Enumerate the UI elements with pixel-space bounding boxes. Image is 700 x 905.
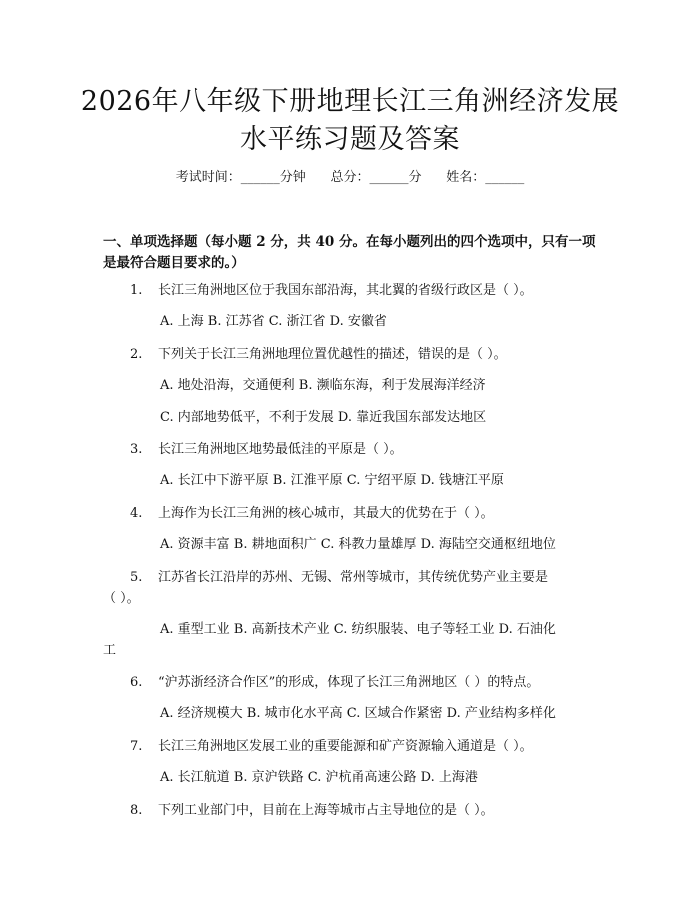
question-number: 2.	[130, 347, 143, 362]
question-stem: “沪苏浙经济合作区”的形成，体现了长江三角洲地区（ ）的特点。	[158, 675, 540, 690]
question-stem: 上海作为长江三角洲的核心城市，其最大的优势在于（ ）。	[158, 506, 494, 521]
question-4-options: A. 资源丰富 B. 耕地面积广 C. 科教力量雄厚 D. 海陆空交通枢纽地位	[160, 537, 556, 552]
page-title-line-2: 水平练习题及答案	[240, 124, 460, 155]
question-stem: 长江三角洲地区发展工业的重要能源和矿产资源输入通道是（ ）。	[158, 739, 533, 754]
question-6	[130, 673, 539, 693]
question-number: 8.	[130, 803, 143, 818]
question-5	[130, 568, 548, 588]
question-number: 6.	[130, 675, 143, 690]
question-6-options: A. 经济规模大 B. 城市化水平高 C. 区域合作紧密 D. 产业结构多样化	[160, 706, 556, 721]
question-number: 1.	[130, 283, 143, 298]
question-5-options: A. 重型工业 B. 高新技术产业 C. 纺织服装、电子等轻工业 D. 石油化	[160, 622, 556, 637]
question-7-options: A. 长江航道 B. 京沪铁路 C. 沪杭甬高速公路 D. 上海港	[160, 770, 478, 785]
question-number: 7.	[130, 739, 143, 754]
question-stem: 江苏省长江沿岸的苏州、无锡、常州等城市，其传统优势产业主要是	[158, 570, 549, 585]
question-1	[130, 281, 533, 301]
question-3	[130, 440, 403, 460]
question-5-stem-continued: （ ）。	[103, 591, 140, 606]
question-7	[130, 737, 533, 757]
question-3-options: A. 长江中下游平原 B. 江淮平原 C. 宁绍平原 D. 钱塘江平原	[160, 473, 504, 488]
question-1-options: A. 上海 B. 江苏省 C. 浙江省 D. 安徽省	[160, 314, 387, 329]
exam-meta-info: 考试时间：______分钟 总分：______分 姓名：______	[175, 170, 525, 185]
page-title-line-1: 2026年八年级下册地理长江三角洲经济发展	[80, 86, 620, 117]
question-5-options-continued: 工	[103, 643, 117, 658]
question-stem: 长江三角洲地区地势最低洼的平原是（ ）。	[158, 442, 403, 457]
section-heading-line-1: 一、单项选择题（每小题 2 分，共 40 分。在每小题列出的四个选项中，只有一项	[103, 234, 596, 250]
question-stem: 下列工业部门中，目前在上海等城市占主导地位的是（ ）。	[158, 803, 494, 818]
question-stem: 长江三角洲地区位于我国东部沿海，其北翼的省级行政区是（ ）。	[158, 283, 533, 298]
question-2	[130, 345, 507, 365]
question-number: 5.	[130, 570, 143, 585]
section-heading-line-2: 是最符合题目要求的。）	[103, 255, 245, 271]
question-2-options-row-2: C. 内部地势低平，不利于发展 D. 靠近我国东部发达地区	[160, 410, 487, 425]
question-stem: 下列关于长江三角洲地理位置优越性的描述，错误的是（ ）。	[158, 347, 507, 362]
question-2-options-row-1: A. 地处沿海，交通便利 B. 濒临东海，利于发展海洋经济	[160, 378, 486, 393]
question-number: 3.	[130, 442, 143, 457]
question-4	[130, 504, 494, 524]
question-8	[130, 801, 494, 821]
question-number: 4.	[130, 506, 143, 521]
